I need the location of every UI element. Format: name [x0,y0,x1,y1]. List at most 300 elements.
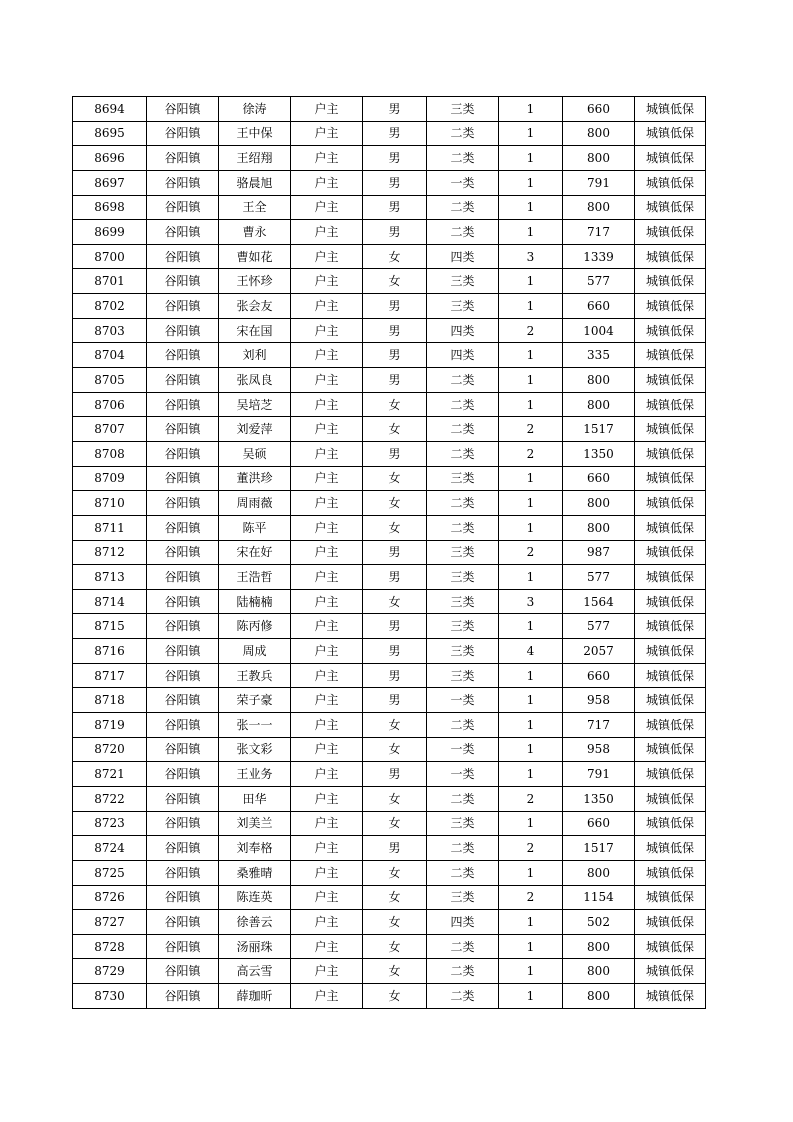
gender-cell: 男 [363,836,427,861]
town-cell: 谷阳镇 [147,244,219,269]
assistance-type-cell: 城镇低保 [635,392,706,417]
household-size-cell: 1 [499,170,563,195]
table-row [73,220,706,245]
serial-number-cell: 8719 [73,713,147,738]
relation-cell: 户主 [291,441,363,466]
town-cell: 谷阳镇 [147,318,219,343]
name-cell: 王怀珍 [219,269,291,294]
name-cell: 周雨薇 [219,491,291,516]
serial-number-cell: 8697 [73,170,147,195]
table-row [73,688,706,713]
household-size-cell: 1 [499,146,563,171]
assistance-type-cell: 城镇低保 [635,885,706,910]
relation-cell: 户主 [291,269,363,294]
serial-number-cell: 8720 [73,737,147,762]
name-cell: 周成 [219,639,291,664]
category-cell: 二类 [427,515,499,540]
household-size-cell: 1 [499,220,563,245]
table-row [73,885,706,910]
gender-cell: 男 [363,663,427,688]
serial-number-cell: 8716 [73,639,147,664]
serial-number-cell: 8722 [73,786,147,811]
town-cell: 谷阳镇 [147,984,219,1009]
serial-number-cell: 8728 [73,934,147,959]
name-cell: 桑雅晴 [219,860,291,885]
category-cell: 三类 [427,639,499,664]
amount-cell: 958 [563,737,635,762]
gender-cell: 男 [363,343,427,368]
table-row [73,910,706,935]
name-cell: 陆楠楠 [219,589,291,614]
assistance-type-cell: 城镇低保 [635,515,706,540]
relation-cell: 户主 [291,836,363,861]
town-cell: 谷阳镇 [147,786,219,811]
gender-cell: 女 [363,392,427,417]
relation-cell: 户主 [291,589,363,614]
relation-cell: 户主 [291,934,363,959]
household-size-cell: 1 [499,343,563,368]
household-size-cell: 1 [499,97,563,122]
assistance-type-cell: 城镇低保 [635,343,706,368]
town-cell: 谷阳镇 [147,441,219,466]
name-cell: 张凤良 [219,368,291,393]
serial-number-cell: 8704 [73,343,147,368]
category-cell: 二类 [427,146,499,171]
amount-cell: 800 [563,146,635,171]
table-row [73,441,706,466]
household-size-cell: 2 [499,417,563,442]
assistance-type-cell: 城镇低保 [635,860,706,885]
name-cell: 刘利 [219,343,291,368]
town-cell: 谷阳镇 [147,713,219,738]
gender-cell: 女 [363,713,427,738]
household-size-cell: 1 [499,910,563,935]
serial-number-cell: 8727 [73,910,147,935]
amount-cell: 660 [563,294,635,319]
town-cell: 谷阳镇 [147,959,219,984]
assistance-type-cell: 城镇低保 [635,762,706,787]
household-size-cell: 1 [499,713,563,738]
name-cell: 宋在国 [219,318,291,343]
category-cell: 三类 [427,565,499,590]
assistance-type-cell: 城镇低保 [635,269,706,294]
category-cell: 二类 [427,195,499,220]
relation-cell: 户主 [291,195,363,220]
category-cell: 二类 [427,860,499,885]
relation-cell: 户主 [291,343,363,368]
name-cell: 曹永 [219,220,291,245]
category-cell: 二类 [427,368,499,393]
household-size-cell: 1 [499,663,563,688]
amount-cell: 577 [563,565,635,590]
gender-cell: 女 [363,515,427,540]
assistance-type-cell: 城镇低保 [635,663,706,688]
town-cell: 谷阳镇 [147,565,219,590]
amount-cell: 800 [563,392,635,417]
relation-cell: 户主 [291,417,363,442]
amount-cell: 1517 [563,836,635,861]
gender-cell: 男 [363,146,427,171]
assistance-type-cell: 城镇低保 [635,466,706,491]
household-size-cell: 3 [499,589,563,614]
category-cell: 一类 [427,737,499,762]
relation-cell: 户主 [291,811,363,836]
relation-cell: 户主 [291,220,363,245]
amount-cell: 987 [563,540,635,565]
amount-cell: 717 [563,713,635,738]
relation-cell: 户主 [291,860,363,885]
serial-number-cell: 8724 [73,836,147,861]
amount-cell: 1339 [563,244,635,269]
serial-number-cell: 8706 [73,392,147,417]
amount-cell: 1564 [563,589,635,614]
household-size-cell: 1 [499,121,563,146]
gender-cell: 男 [363,294,427,319]
household-size-cell: 1 [499,860,563,885]
town-cell: 谷阳镇 [147,417,219,442]
gender-cell: 女 [363,589,427,614]
assistance-type-cell: 城镇低保 [635,368,706,393]
assistance-type-cell: 城镇低保 [635,146,706,171]
name-cell: 宋在好 [219,540,291,565]
name-cell: 吴硕 [219,441,291,466]
name-cell: 骆晨旭 [219,170,291,195]
table-row [73,121,706,146]
gender-cell: 女 [363,737,427,762]
amount-cell: 800 [563,195,635,220]
amount-cell: 791 [563,170,635,195]
amount-cell: 800 [563,368,635,393]
household-size-cell: 2 [499,318,563,343]
name-cell: 汤丽珠 [219,934,291,959]
table-row [73,540,706,565]
town-cell: 谷阳镇 [147,146,219,171]
gender-cell: 女 [363,466,427,491]
household-size-cell: 2 [499,441,563,466]
gender-cell: 女 [363,811,427,836]
serial-number-cell: 8717 [73,663,147,688]
table-row [73,565,706,590]
amount-cell: 660 [563,466,635,491]
name-cell: 张会友 [219,294,291,319]
name-cell: 王教兵 [219,663,291,688]
amount-cell: 1004 [563,318,635,343]
relation-cell: 户主 [291,639,363,664]
serial-number-cell: 8707 [73,417,147,442]
household-size-cell: 2 [499,786,563,811]
gender-cell: 男 [363,762,427,787]
table-row [73,515,706,540]
household-size-cell: 1 [499,565,563,590]
table-row [73,984,706,1009]
category-cell: 三类 [427,663,499,688]
category-cell: 二类 [427,984,499,1009]
category-cell: 二类 [427,441,499,466]
serial-number-cell: 8702 [73,294,147,319]
table-row [73,294,706,319]
name-cell: 张一一 [219,713,291,738]
assistance-type-cell: 城镇低保 [635,639,706,664]
table-row [73,97,706,122]
gender-cell: 男 [363,614,427,639]
relation-cell: 户主 [291,491,363,516]
relation-cell: 户主 [291,121,363,146]
household-size-cell: 1 [499,294,563,319]
serial-number-cell: 8718 [73,688,147,713]
assistance-type-cell: 城镇低保 [635,614,706,639]
gender-cell: 女 [363,786,427,811]
table-row [73,786,706,811]
serial-number-cell: 8695 [73,121,147,146]
category-cell: 三类 [427,811,499,836]
table-row [73,934,706,959]
category-cell: 三类 [427,294,499,319]
serial-number-cell: 8723 [73,811,147,836]
gender-cell: 男 [363,121,427,146]
town-cell: 谷阳镇 [147,466,219,491]
assistance-type-cell: 城镇低保 [635,441,706,466]
gender-cell: 女 [363,417,427,442]
category-cell: 三类 [427,540,499,565]
name-cell: 王业务 [219,762,291,787]
relation-cell: 户主 [291,688,363,713]
table-row [73,737,706,762]
category-cell: 二类 [427,220,499,245]
name-cell: 吴培芝 [219,392,291,417]
table-row [73,343,706,368]
name-cell: 陈平 [219,515,291,540]
category-cell: 三类 [427,885,499,910]
household-size-cell: 1 [499,984,563,1009]
household-size-cell: 3 [499,244,563,269]
gender-cell: 男 [363,441,427,466]
category-cell: 二类 [427,934,499,959]
household-size-cell: 1 [499,614,563,639]
category-cell: 二类 [427,836,499,861]
assistance-type-cell: 城镇低保 [635,934,706,959]
name-cell: 陈丙修 [219,614,291,639]
serial-number-cell: 8721 [73,762,147,787]
serial-number-cell: 8699 [73,220,147,245]
town-cell: 谷阳镇 [147,170,219,195]
category-cell: 三类 [427,589,499,614]
town-cell: 谷阳镇 [147,121,219,146]
assistance-type-cell: 城镇低保 [635,491,706,516]
gender-cell: 女 [363,934,427,959]
name-cell: 田华 [219,786,291,811]
gender-cell: 女 [363,959,427,984]
town-cell: 谷阳镇 [147,737,219,762]
town-cell: 谷阳镇 [147,910,219,935]
town-cell: 谷阳镇 [147,540,219,565]
gender-cell: 男 [363,368,427,393]
serial-number-cell: 8710 [73,491,147,516]
name-cell: 王全 [219,195,291,220]
amount-cell: 2057 [563,639,635,664]
town-cell: 谷阳镇 [147,663,219,688]
town-cell: 谷阳镇 [147,195,219,220]
name-cell: 刘爱萍 [219,417,291,442]
amount-cell: 1154 [563,885,635,910]
table-row [73,244,706,269]
serial-number-cell: 8726 [73,885,147,910]
category-cell: 三类 [427,466,499,491]
table-row [73,589,706,614]
table-row [73,466,706,491]
amount-cell: 800 [563,491,635,516]
serial-number-cell: 8703 [73,318,147,343]
relation-cell: 户主 [291,294,363,319]
town-cell: 谷阳镇 [147,639,219,664]
town-cell: 谷阳镇 [147,343,219,368]
relation-cell: 户主 [291,170,363,195]
amount-cell: 1350 [563,786,635,811]
serial-number-cell: 8708 [73,441,147,466]
relation-cell: 户主 [291,515,363,540]
table-row [73,368,706,393]
relation-cell: 户主 [291,318,363,343]
table-row [73,811,706,836]
serial-number-cell: 8713 [73,565,147,590]
amount-cell: 335 [563,343,635,368]
household-size-cell: 1 [499,491,563,516]
category-cell: 四类 [427,318,499,343]
household-size-cell: 1 [499,195,563,220]
category-cell: 三类 [427,269,499,294]
amount-cell: 660 [563,663,635,688]
category-cell: 二类 [427,491,499,516]
relation-cell: 户主 [291,713,363,738]
assistance-type-cell: 城镇低保 [635,220,706,245]
relation-cell: 户主 [291,368,363,393]
assistance-type-cell: 城镇低保 [635,984,706,1009]
gender-cell: 男 [363,688,427,713]
relation-cell: 户主 [291,762,363,787]
town-cell: 谷阳镇 [147,934,219,959]
relation-cell: 户主 [291,565,363,590]
gender-cell: 女 [363,491,427,516]
category-cell: 三类 [427,614,499,639]
name-cell: 高云雪 [219,959,291,984]
table-row [73,959,706,984]
name-cell: 张文彩 [219,737,291,762]
table-row [73,614,706,639]
gender-cell: 女 [363,269,427,294]
table-row [73,491,706,516]
town-cell: 谷阳镇 [147,491,219,516]
serial-number-cell: 8729 [73,959,147,984]
amount-cell: 800 [563,984,635,1009]
gender-cell: 女 [363,885,427,910]
serial-number-cell: 8711 [73,515,147,540]
household-size-cell: 1 [499,959,563,984]
amount-cell: 577 [563,614,635,639]
name-cell: 王浩哲 [219,565,291,590]
gender-cell: 女 [363,860,427,885]
category-cell: 二类 [427,417,499,442]
name-cell: 刘美兰 [219,811,291,836]
assistance-type-cell: 城镇低保 [635,910,706,935]
household-size-cell: 1 [499,762,563,787]
household-size-cell: 4 [499,639,563,664]
household-size-cell: 2 [499,836,563,861]
table-row [73,146,706,171]
serial-number-cell: 8712 [73,540,147,565]
name-cell: 薛珈昕 [219,984,291,1009]
relation-cell: 户主 [291,786,363,811]
town-cell: 谷阳镇 [147,614,219,639]
name-cell: 徐涛 [219,97,291,122]
gender-cell: 男 [363,220,427,245]
relation-cell: 户主 [291,737,363,762]
relation-cell: 户主 [291,663,363,688]
town-cell: 谷阳镇 [147,762,219,787]
table-row [73,269,706,294]
assistance-type-cell: 城镇低保 [635,589,706,614]
category-cell: 一类 [427,688,499,713]
amount-cell: 800 [563,860,635,885]
household-size-cell: 2 [499,540,563,565]
assistance-type-cell: 城镇低保 [635,540,706,565]
amount-cell: 1350 [563,441,635,466]
table-body [73,97,706,1009]
category-cell: 二类 [427,713,499,738]
assistance-type-cell: 城镇低保 [635,688,706,713]
category-cell: 二类 [427,121,499,146]
category-cell: 四类 [427,244,499,269]
category-cell: 四类 [427,910,499,935]
category-cell: 一类 [427,170,499,195]
household-size-cell: 1 [499,466,563,491]
welfare-table [72,96,706,1009]
town-cell: 谷阳镇 [147,836,219,861]
amount-cell: 502 [563,910,635,935]
amount-cell: 800 [563,121,635,146]
amount-cell: 660 [563,97,635,122]
table-row [73,170,706,195]
relation-cell: 户主 [291,466,363,491]
category-cell: 二类 [427,959,499,984]
name-cell: 刘奉格 [219,836,291,861]
assistance-type-cell: 城镇低保 [635,959,706,984]
town-cell: 谷阳镇 [147,294,219,319]
assistance-type-cell: 城镇低保 [635,170,706,195]
town-cell: 谷阳镇 [147,269,219,294]
name-cell: 陈连英 [219,885,291,910]
amount-cell: 1517 [563,417,635,442]
gender-cell: 男 [363,170,427,195]
name-cell: 王中保 [219,121,291,146]
serial-number-cell: 8694 [73,97,147,122]
name-cell: 曹如花 [219,244,291,269]
town-cell: 谷阳镇 [147,811,219,836]
household-size-cell: 1 [499,811,563,836]
assistance-type-cell: 城镇低保 [635,318,706,343]
gender-cell: 男 [363,565,427,590]
amount-cell: 660 [563,811,635,836]
relation-cell: 户主 [291,984,363,1009]
table-row [73,860,706,885]
table-row [73,713,706,738]
serial-number-cell: 8701 [73,269,147,294]
gender-cell: 女 [363,244,427,269]
serial-number-cell: 8705 [73,368,147,393]
relation-cell: 户主 [291,614,363,639]
assistance-type-cell: 城镇低保 [635,565,706,590]
gender-cell: 男 [363,540,427,565]
amount-cell: 717 [563,220,635,245]
table-row [73,318,706,343]
